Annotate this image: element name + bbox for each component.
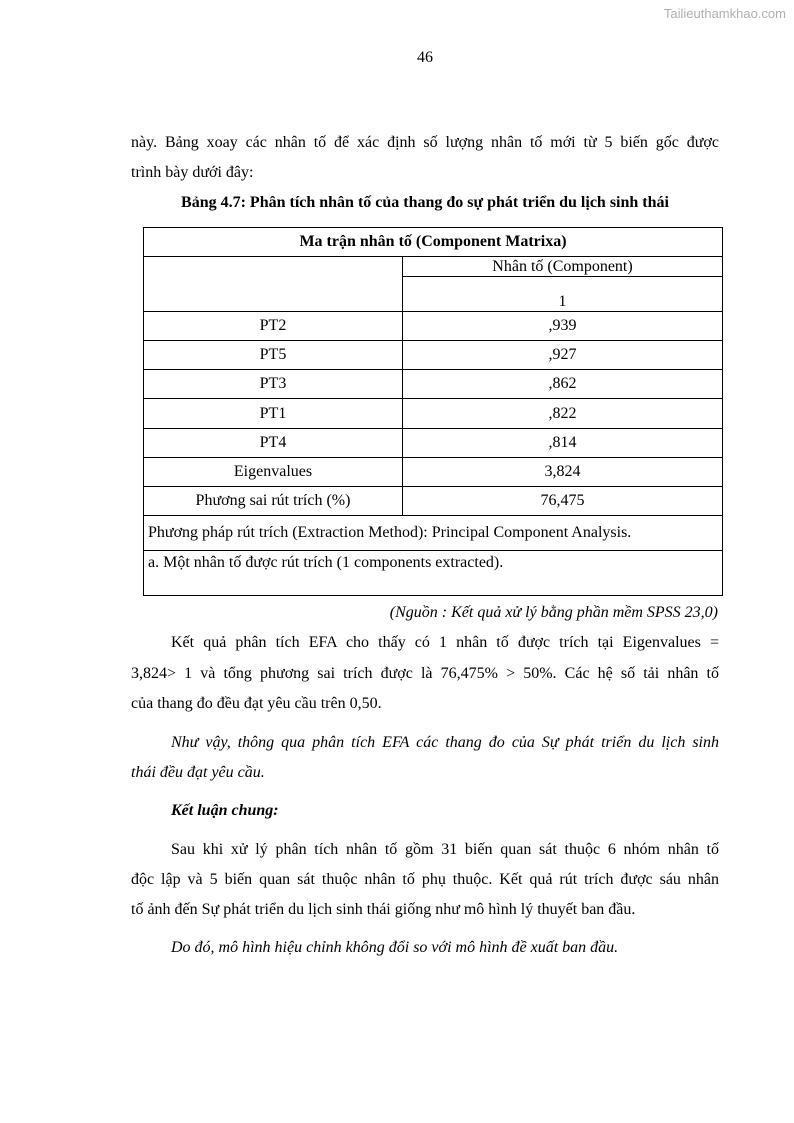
row-label: PT3 xyxy=(144,370,403,399)
intro-line: trình bày dưới đây: xyxy=(131,164,254,181)
table-row xyxy=(144,458,723,487)
paragraph-line: Do đó, mô hình hiệu chỉnh không đổi so với mô hình đề xuất ban đầu. xyxy=(171,939,619,956)
component-header: Nhân tố (Component) xyxy=(403,257,723,277)
row-label: Phương sai rút trích (%) xyxy=(144,487,403,516)
paragraph-line: 3,824> 1 và tổng phương sai trích được là 76,475% > 50%. Các hệ số tải nhân tố xyxy=(131,665,719,682)
table-row xyxy=(144,399,723,429)
paragraph-line: Sau khi xử lý phân tích nhân tố gồm 31 biến quan sát thuộc 6 nhóm nhân tố xyxy=(171,841,719,858)
row-label: PT4 xyxy=(144,429,403,458)
table-title: Ma trận nhân tố (Component Matrixa) xyxy=(144,228,723,257)
component-matrix-table xyxy=(143,227,723,596)
source-note: (Nguồn : Kết quả xử lý bằng phần mềm SPSS 23,0) xyxy=(389,604,718,621)
conclusion-heading: Kết luận chung: xyxy=(171,802,279,819)
paragraph-line: Như vậy, thông qua phân tích EFA các thang đo của Sự phát triển du lịch sinh xyxy=(171,734,719,751)
row-value: ,814 xyxy=(403,429,723,458)
page-number: 46 xyxy=(417,49,433,66)
row-label: PT1 xyxy=(144,399,403,429)
row-value: 76,475 xyxy=(403,487,723,516)
empty-cell xyxy=(144,257,403,312)
paragraph-line: Kết quả phân tích EFA cho thấy có 1 nhân tố được trích tại Eigenvalues = xyxy=(171,634,719,651)
table-row xyxy=(144,429,723,458)
row-label: PT2 xyxy=(144,312,403,341)
row-label: PT5 xyxy=(144,341,403,370)
paragraph-line: độc lập và 5 biến quan sát thuộc nhân tố phụ thuộc. Kết quả rút trích được sáu nhân xyxy=(131,871,719,888)
row-value: ,862 xyxy=(403,370,723,399)
table-row xyxy=(144,341,723,370)
row-value: ,939 xyxy=(403,312,723,341)
component-number: 1 xyxy=(403,277,723,312)
paragraph-line: tố ảnh đến Sự phát triển du lịch sinh thái giống như mô hình lý thuyết ban đầu. xyxy=(131,901,636,918)
row-value: ,927 xyxy=(403,341,723,370)
row-label: Eigenvalues xyxy=(144,458,403,487)
paragraph-line: thái đều đạt yêu cầu. xyxy=(131,764,265,781)
table-row xyxy=(144,487,723,516)
method-note: Phương pháp rút trích (Extraction Method): Principal Component Analysis. xyxy=(144,516,723,551)
intro-line: này. Bảng xoay các nhân tố để xác định số lượng nhân tố mới từ 5 biến gốc được xyxy=(131,134,719,151)
table-row xyxy=(144,312,723,341)
table-footnote: a. Một nhân tố được rút trích (1 components extracted). xyxy=(144,551,723,596)
table-row xyxy=(144,370,723,399)
paragraph-line: của thang đo đều đạt yêu cầu trên 0,50. xyxy=(131,695,382,712)
row-value: ,822 xyxy=(403,399,723,429)
table-caption: Bảng 4.7: Phân tích nhân tố của thang đo sự phát triển du lịch sinh thái xyxy=(181,194,669,211)
watermark: Tailieuthamkhao.com xyxy=(663,6,786,21)
row-value: 3,824 xyxy=(403,458,723,487)
